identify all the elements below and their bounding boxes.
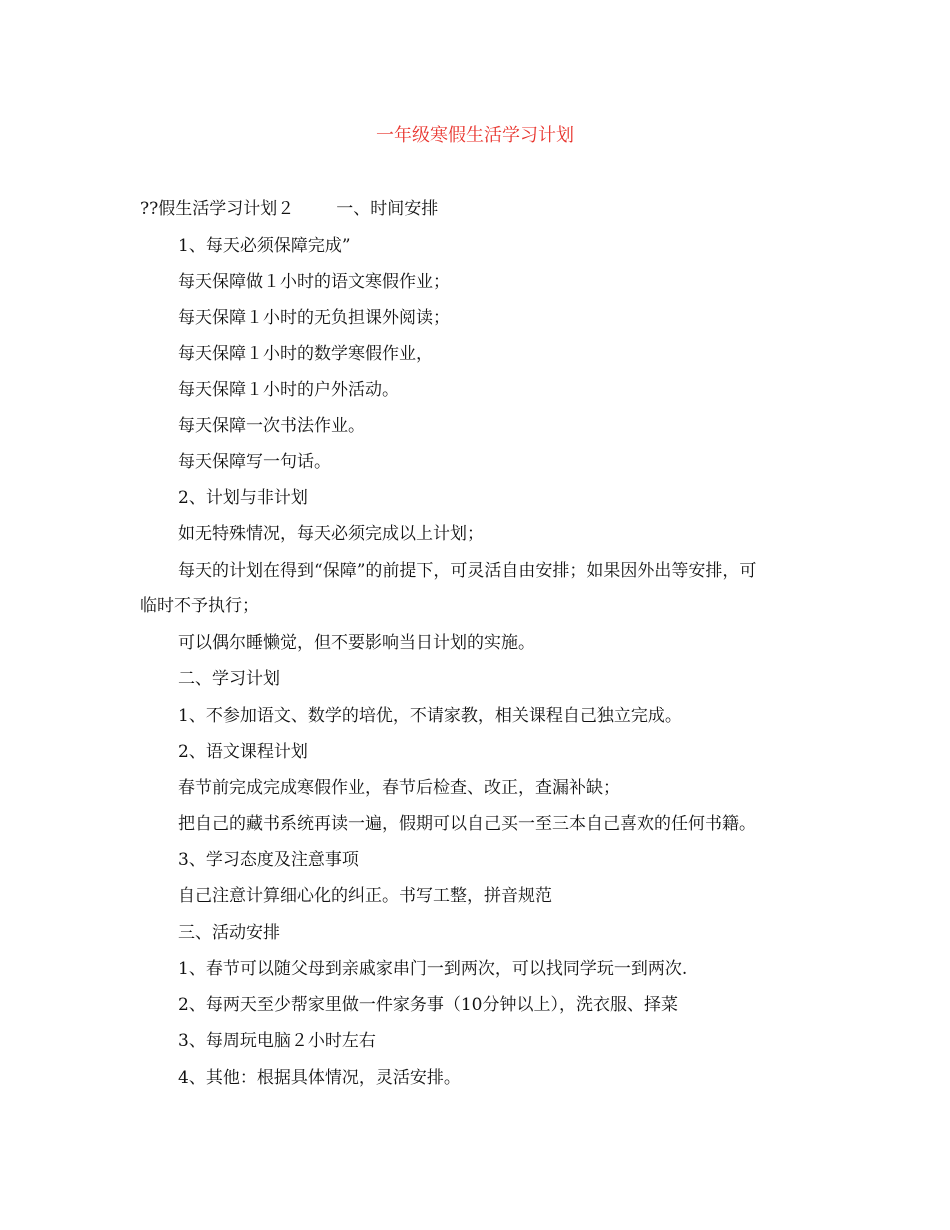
- paragraph-line: 3、每周玩电脑２小时左右: [178, 1031, 376, 1051]
- section-heading-study: 二、学习计划: [178, 669, 280, 689]
- paragraph-line: 每天保障做１小时的语文寒假作业；: [178, 272, 450, 292]
- paragraph-line: 可以偶尔睡懒觉，但不要影响当日计划的实施。: [178, 633, 535, 653]
- paragraph-line: 每天保障１小时的户外活动。: [178, 380, 399, 400]
- paragraph-line-continued: 临时不予执行；: [140, 596, 259, 616]
- paragraph-line: 每天保障一次书法作业。: [178, 416, 365, 436]
- paragraph-line: 每天的计划在得到“保障”的前提下，可灵活自由安排；如果因外出等安排，可: [178, 561, 757, 581]
- intro-line: [140, 197, 820, 221]
- document-title: 一年级寒假生活学习计划: [376, 125, 574, 146]
- paragraph-line: 1、不参加语文、数学的培优，不请家教，相关课程自己独立完成。: [178, 706, 682, 726]
- paragraph-line: 2、计划与非计划: [178, 488, 308, 508]
- paragraph-line: 春节前完成完成寒假作业，春节后检查、改正，查漏补缺；: [178, 778, 620, 798]
- paragraph-line: 4、其他：根据具体情况，灵活安排。: [178, 1068, 461, 1088]
- paragraph-line: 每天保障写一句话。: [178, 452, 331, 472]
- paragraph-line: 每天保障１小时的数学寒假作业，: [178, 344, 433, 364]
- paragraph-line: 把自己的藏书系统再读一遍，假期可以自己买一至三本自己喜欢的任何书籍。: [178, 814, 756, 834]
- intro-prefix: ??假生活学习计划２: [140, 199, 295, 219]
- paragraph-line: 2、每两天至少帮家里做一件家务事（10分钟以上），洗衣服、择菜: [178, 995, 678, 1015]
- paragraph-line: 如无特殊情况，每天必须完成以上计划；: [178, 524, 484, 544]
- paragraph-line: 2、语文课程计划: [178, 742, 308, 762]
- paragraph-line: 自己注意计算细心化的纠正。书写工整，拼音规范: [178, 886, 552, 906]
- section-heading-time: 一、时间安排: [336, 199, 439, 219]
- section-heading-activity: 三、活动安排: [178, 923, 280, 943]
- paragraph-line: 1、每天必须保障完成”: [178, 236, 351, 256]
- paragraph-line: 每天保障１小时的无负担课外阅读；: [178, 308, 450, 328]
- paragraph-line: 3、学习态度及注意事项: [178, 850, 359, 870]
- paragraph-line: 1、春节可以随父母到亲戚家串门一到两次，可以找同学玩一到两次.: [178, 959, 688, 979]
